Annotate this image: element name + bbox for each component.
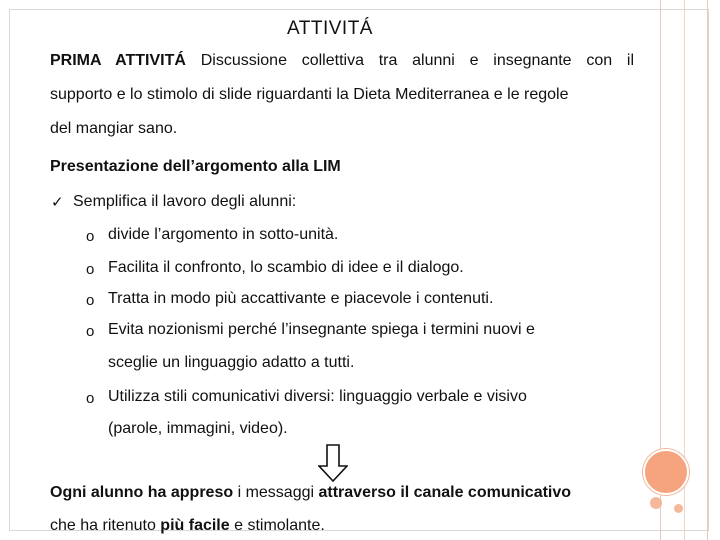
prima-line-3: del mangiar sano.: [50, 120, 178, 137]
list-item-continuation: sceglie un linguaggio adatto a tutti.: [108, 354, 355, 371]
prima-line-2: supporto e lo stimolo di slide riguardanti la Dieta Mediterranea e le regole: [50, 86, 569, 103]
bullet-marker: o: [86, 390, 95, 407]
list-item: Evita nozionismi perché l’insegnante spiega i termini nuovi e: [108, 321, 535, 338]
subheading: Presentazione dell’argomento alla LIM: [50, 158, 341, 175]
conclusion-text-1: i messaggi: [233, 484, 319, 501]
decorative-circle-large: [643, 449, 689, 495]
list-item-continuation: (parole, immagini, video).: [108, 420, 288, 437]
list-item: divide l’argomento in sotto-unità.: [108, 226, 339, 243]
conclusion-bold-3: più facile: [160, 517, 230, 534]
decorative-circle-small: [674, 504, 683, 513]
conclusion-text-2: che ha ritenuto: [50, 517, 161, 534]
check-item-text: Semplifica il lavoro degli alunni:: [73, 193, 297, 210]
conclusion-line-2: [50, 517, 325, 535]
check-icon: ✓: [51, 194, 64, 211]
bullet-marker: o: [86, 292, 95, 309]
conclusion-text-3: e stimolante.: [229, 517, 325, 534]
down-arrow-icon: [318, 444, 348, 482]
list-item: Facilita il confronto, lo scambio di idee e il dialogo.: [108, 259, 464, 276]
prima-text: Discussione collettiva tra alunni e insegnante con il: [200, 52, 634, 69]
bullet-marker: o: [86, 261, 95, 278]
slide-title: ATTIVITÁ: [287, 18, 373, 39]
list-item: Tratta in modo più accattivante e piacevole i contenuti.: [108, 290, 494, 307]
decorative-circle-small: [650, 497, 662, 509]
conclusion-line-1: [50, 484, 571, 502]
prima-line-1: [50, 52, 634, 70]
conclusion-bold-1: Ogni alunno ha appreso: [50, 484, 234, 501]
prima-label: PRIMA ATTIVITÁ: [50, 52, 186, 69]
list-item: Utilizza stili comunicativi diversi: linguaggio verbale e visivo: [108, 388, 527, 405]
bullet-marker: o: [86, 323, 95, 340]
bullet-marker: o: [86, 228, 95, 245]
conclusion-bold-2: attraverso il canale comunicativo: [318, 484, 572, 501]
